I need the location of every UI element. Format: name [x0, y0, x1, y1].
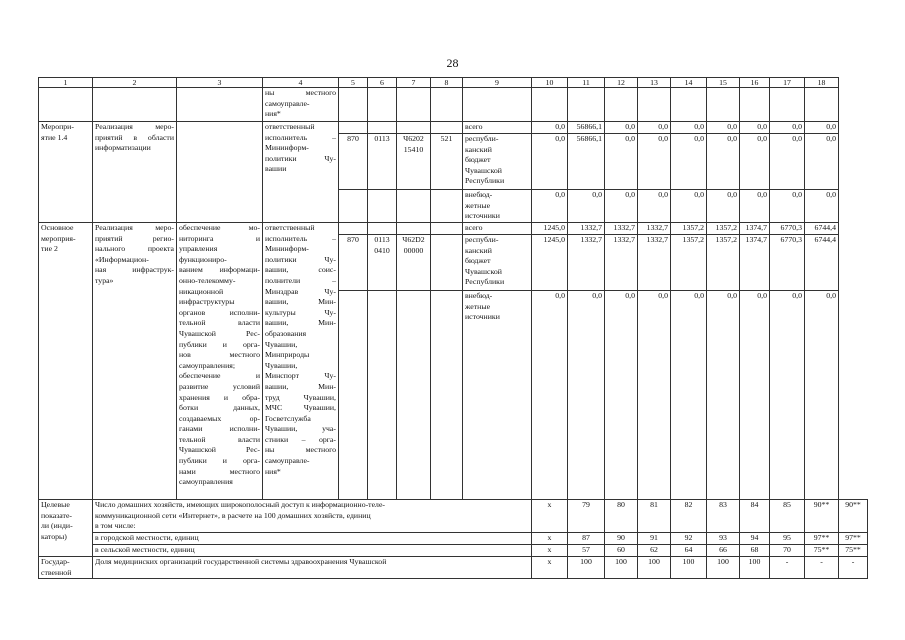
value-cell: 1374,7	[740, 223, 770, 235]
indicator-label: Государ- ственной	[39, 557, 93, 579]
event-name: Реализация меро- приятий регио- нального проекта «Информацион- ная инфраструк- тура»	[93, 223, 177, 500]
value-cell: 0,0	[805, 122, 839, 134]
value-cell: 1332,7	[605, 235, 638, 291]
grbs-code	[339, 190, 368, 223]
value-cell: 100	[707, 557, 740, 579]
column-number: 3	[177, 78, 263, 88]
program-table	[38, 77, 868, 579]
value-cell: -	[839, 557, 868, 579]
value-cell: -	[770, 557, 805, 579]
empty-cell	[707, 88, 740, 122]
funding-source: всего	[463, 122, 532, 134]
value-cell: 0,0	[605, 291, 638, 500]
value-cell: 83	[707, 500, 740, 533]
value-cell: -	[805, 557, 839, 579]
page-number: 28	[446, 56, 459, 70]
target-article-code	[397, 122, 431, 134]
value-cell: 100	[605, 557, 638, 579]
indicator-row	[39, 500, 868, 533]
value-cell: 97**	[839, 533, 868, 545]
grbs-code	[339, 291, 368, 500]
value-cell: 94	[740, 533, 770, 545]
value-cell: 84	[740, 500, 770, 533]
value-cell: 0,0	[671, 291, 707, 500]
column-number: 8	[431, 78, 463, 88]
indicator-text: в городской местности, единиц	[93, 533, 532, 545]
column-number: 2	[93, 78, 177, 88]
value-cell: 100	[638, 557, 671, 579]
empty-cell	[463, 88, 532, 122]
value-cell: 1357,2	[671, 223, 707, 235]
column-number: 18	[805, 78, 839, 88]
empty-cell	[39, 88, 93, 122]
value-cell: 81	[638, 500, 671, 533]
value-cell: 1332,7	[568, 223, 605, 235]
value-cell: 0,0	[707, 134, 740, 190]
column-number: 14	[671, 78, 707, 88]
value-cell: 0,0	[568, 190, 605, 223]
value-cell: 100	[671, 557, 707, 579]
empty-cell	[532, 88, 568, 122]
responsible-cell: ны местного самоуправле- ния*	[263, 88, 339, 122]
value-cell: 0,0	[605, 134, 638, 190]
section-code: 0113	[368, 134, 397, 190]
value-cell: 0,0	[532, 291, 568, 500]
value-cell: 1357,2	[671, 235, 707, 291]
value-cell: 1357,2	[707, 235, 740, 291]
grbs-code	[339, 122, 368, 134]
value-cell: 0,0	[770, 190, 805, 223]
value-cell: 68	[740, 545, 770, 557]
value-cell: 56866,1	[568, 122, 605, 134]
event-code: Основное мероприя- тие 2	[39, 223, 93, 500]
indicator-row	[39, 545, 868, 557]
value-cell: 1245,0	[532, 223, 568, 235]
value-cell: 6744,4	[805, 235, 839, 291]
funding-source: республи- канский бюджет Чувашской Республики	[463, 235, 532, 291]
event-code: Меропри- ятие 1.4	[39, 122, 93, 223]
value-cell: 0,0	[740, 190, 770, 223]
table-row	[39, 223, 868, 235]
target-article-code: Ч62D2 00000	[397, 235, 431, 291]
value-cell: 1332,7	[638, 235, 671, 291]
column-number: 9	[463, 78, 532, 88]
value-cell: 0,0	[532, 134, 568, 190]
value-cell: 0,0	[671, 190, 707, 223]
responsible-cell: ответственный исполнитель – Мининформ- политики Чу- вашии	[263, 122, 339, 223]
target-article-code: Ч6202 15410	[397, 134, 431, 190]
value-cell: 1332,7	[605, 223, 638, 235]
value-cell: 0,0	[770, 134, 805, 190]
empty-cell	[740, 88, 770, 122]
grbs-code: 870	[339, 235, 368, 291]
value-cell: 0,0	[770, 291, 805, 500]
grbs-code	[339, 223, 368, 235]
value-cell: 62	[638, 545, 671, 557]
value-cell: 0,0	[671, 122, 707, 134]
value-cell: 1245,0	[532, 235, 568, 291]
value-cell: 0,0	[638, 190, 671, 223]
indicator-x: х	[532, 533, 568, 545]
value-cell: 91	[638, 533, 671, 545]
funding-source: всего	[463, 223, 532, 235]
value-cell: 1332,7	[568, 235, 605, 291]
empty-cell	[805, 88, 839, 122]
indicator-text: в сельской местности, единиц	[93, 545, 532, 557]
value-cell: 0,0	[638, 134, 671, 190]
empty-cell	[339, 88, 368, 122]
value-cell: 0,0	[770, 122, 805, 134]
value-cell: 0,0	[707, 122, 740, 134]
section-code	[368, 190, 397, 223]
value-cell: 75**	[805, 545, 839, 557]
continuation-row	[39, 88, 868, 122]
column-number: 12	[605, 78, 638, 88]
value-cell: 93	[707, 533, 740, 545]
funding-source: внебюд- жетные источники	[463, 291, 532, 500]
value-cell: 0,0	[671, 134, 707, 190]
funding-source: республи- канский бюджет Чувашской Республики	[463, 134, 532, 190]
empty-cell	[770, 88, 805, 122]
column-number: 11	[568, 78, 605, 88]
value-cell: 6744,4	[805, 223, 839, 235]
empty-cell	[605, 88, 638, 122]
section-code	[368, 291, 397, 500]
value-cell: 79	[568, 500, 605, 533]
column-number: 1	[39, 78, 93, 88]
expense-type-code	[431, 122, 463, 134]
value-cell: 0,0	[605, 122, 638, 134]
value-cell: 90**	[839, 500, 868, 533]
value-cell: 82	[671, 500, 707, 533]
value-cell: 87	[568, 533, 605, 545]
empty-cell	[397, 88, 431, 122]
column-number: 6	[368, 78, 397, 88]
value-cell: 60	[605, 545, 638, 557]
indicator-text: Доля медицинских организаций государственной системы здравоохранения Чувашской	[93, 557, 532, 579]
expense-type-code	[431, 223, 463, 235]
value-cell: 0,0	[638, 291, 671, 500]
event-name: Реализация меро- приятий в области информатизации	[93, 122, 177, 223]
expense-type-code	[431, 291, 463, 500]
funding-source: внебюд- жетные источники	[463, 190, 532, 223]
grbs-code: 870	[339, 134, 368, 190]
section-code	[368, 223, 397, 235]
column-number: 10	[532, 78, 568, 88]
value-cell: 0,0	[638, 122, 671, 134]
column-number: 4	[263, 78, 339, 88]
value-cell: 6770,3	[770, 223, 805, 235]
column-number: 7	[397, 78, 431, 88]
column-number: 5	[339, 78, 368, 88]
value-cell: 56866,1	[568, 134, 605, 190]
empty-cell	[568, 88, 605, 122]
target-article-code	[397, 291, 431, 500]
value-cell: 80	[605, 500, 638, 533]
value-cell: 66	[707, 545, 740, 557]
value-cell: 0,0	[707, 190, 740, 223]
value-cell: 1357,2	[707, 223, 740, 235]
value-cell: 92	[671, 533, 707, 545]
value-cell: 0,0	[805, 190, 839, 223]
event-goal	[177, 122, 263, 223]
value-cell: 0,0	[707, 291, 740, 500]
value-cell: 0,0	[532, 122, 568, 134]
value-cell: 64	[671, 545, 707, 557]
value-cell: 6770,3	[770, 235, 805, 291]
value-cell: 100	[740, 557, 770, 579]
table-row	[39, 122, 868, 134]
expense-type-code	[431, 235, 463, 291]
value-cell: 90**	[805, 500, 839, 533]
value-cell: 95	[770, 533, 805, 545]
value-cell: 85	[770, 500, 805, 533]
column-number: 15	[707, 78, 740, 88]
value-cell: 97**	[805, 533, 839, 545]
empty-cell	[93, 88, 177, 122]
value-cell: 0,0	[532, 190, 568, 223]
empty-cell	[431, 88, 463, 122]
indicator-text: Число домашних хозяйств, имеющих широкополосный доступ к информационно-теле- коммуникационной сети «Интернет», в расчете на 100 домашних хозяйств, единиц в том числе:	[93, 500, 532, 533]
indicator-row	[39, 557, 868, 579]
indicator-x: х	[532, 557, 568, 579]
value-cell: 0,0	[740, 134, 770, 190]
event-goal: обеспечение мо- ниторинга и управления функциониро- ванием информаци- онно-телекомму- никационной инфраструктуры органов исполни- тельной власти Чувашской Рес- публики и орга- нов местного самоуправления; обеспечение и развитие условий хранения и обра- ботки данных, создаваемых ор- ганами исполни- тельной власти Чувашской Рес- публики и орга- нами местного самоуправления	[177, 223, 263, 500]
value-cell: 100	[568, 557, 605, 579]
column-number: 16	[740, 78, 770, 88]
section-code: 0113 0410	[368, 235, 397, 291]
responsible-cell: ответственный исполнитель – Мининформ- политики Чу- вашии, соис- полнители – Минздрав Чу- вашии, Мин- культуры Чу- вашии, Мин- образования Чувашии, Минприроды Чувашии, Минспорт Чу- вашии, Мин- труд Чувашии, МЧС Чувашии, Госветслужба Чувашии, уча- стники – орга- ны местного самоуправле- ния*	[263, 223, 339, 500]
value-cell: 0,0	[740, 291, 770, 500]
column-number: 17	[770, 78, 805, 88]
empty-cell	[671, 88, 707, 122]
target-article-code	[397, 190, 431, 223]
empty-cell	[368, 88, 397, 122]
value-cell: 75**	[839, 545, 868, 557]
value-cell: 0,0	[805, 291, 839, 500]
value-cell: 0,0	[805, 134, 839, 190]
section-code	[368, 122, 397, 134]
indicator-label: Целевые показате- ли (инди- каторы)	[39, 500, 93, 557]
value-cell: 1332,7	[638, 223, 671, 235]
target-article-code	[397, 223, 431, 235]
value-cell: 90	[605, 533, 638, 545]
value-cell: 0,0	[568, 291, 605, 500]
column-number: 13	[638, 78, 671, 88]
indicator-x: х	[532, 545, 568, 557]
indicator-row	[39, 533, 868, 545]
indicator-x: х	[532, 500, 568, 533]
expense-type-code	[431, 190, 463, 223]
empty-cell	[638, 88, 671, 122]
header-row	[39, 78, 868, 88]
value-cell: 0,0	[740, 122, 770, 134]
empty-cell	[177, 88, 263, 122]
value-cell: 1374,7	[740, 235, 770, 291]
value-cell: 0,0	[605, 190, 638, 223]
expense-type-code: 521	[431, 134, 463, 190]
value-cell: 57	[568, 545, 605, 557]
value-cell: 70	[770, 545, 805, 557]
